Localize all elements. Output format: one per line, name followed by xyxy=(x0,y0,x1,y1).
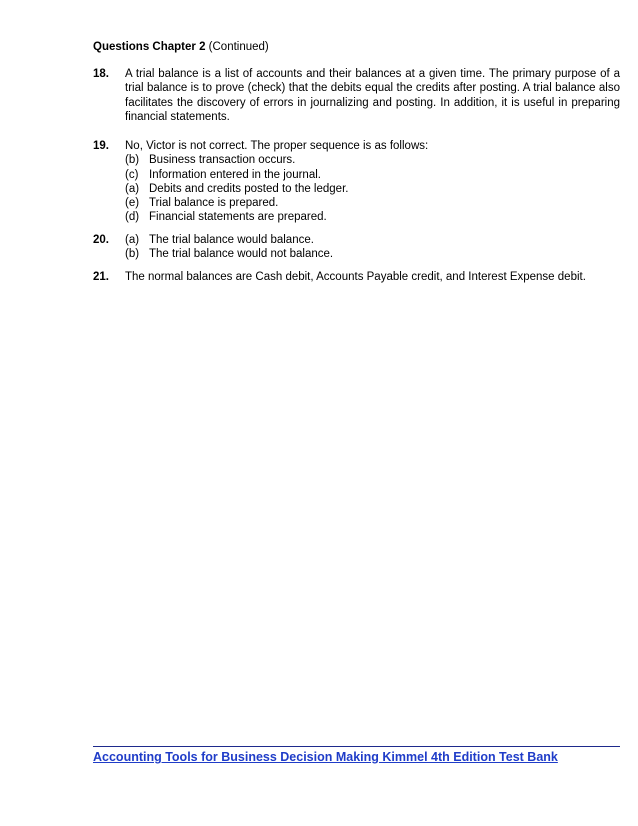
list-item xyxy=(125,233,620,247)
item-letter: (b) xyxy=(125,248,140,261)
footer-divider xyxy=(93,746,620,747)
item-text: The trial balance would balance. xyxy=(149,234,314,246)
question-18 xyxy=(93,67,620,124)
list-item xyxy=(125,153,620,167)
item-letter: (c) xyxy=(125,168,139,181)
answer-text: The normal balances are Cash debit, Accounts Payable credit, and Interest Expense debit. xyxy=(125,271,586,283)
question-number: 21. xyxy=(93,271,109,283)
heading-bold: Questions Chapter 2 xyxy=(93,41,206,53)
page-heading xyxy=(93,40,269,54)
item-letter: (b) xyxy=(125,154,140,167)
answer-text: No, Victor is not correct. The proper sequence is as follows: xyxy=(125,140,429,152)
item-text: Business transaction occurs. xyxy=(149,154,296,167)
list-item xyxy=(125,196,620,210)
list-item xyxy=(125,210,620,224)
item-letter: (a) xyxy=(125,234,140,246)
question-21 xyxy=(93,270,620,284)
question-number: 18. xyxy=(93,68,109,80)
question-number: 19. xyxy=(93,140,109,152)
heading-continued: (Continued) xyxy=(205,41,269,53)
question-number: 20. xyxy=(93,234,109,246)
footer-link[interactable]: Accounting Tools for Business Decision Making Kimmel 4th Edition Test Bank xyxy=(93,750,558,764)
item-text: The trial balance would not balance. xyxy=(149,248,334,261)
list-item xyxy=(125,182,620,196)
list-item xyxy=(125,168,620,182)
item-text: Financial statements are prepared. xyxy=(149,211,327,224)
item-text: Trial balance is prepared. xyxy=(149,197,279,210)
question-20 xyxy=(93,233,620,262)
item-letter: (a) xyxy=(125,182,140,195)
list-item xyxy=(125,247,620,261)
item-text: Information entered in the journal. xyxy=(149,168,321,181)
answer-text: A trial balance is a list of accounts and their balances at a given time. The primary purpose of a trial balance is to prove (check) that the debits equal the credits after posting. A trial balance also facilitates the discovery of errors in journalizing and posting. In addition, it is useful in preparing financial statements. xyxy=(125,68,620,123)
question-19 xyxy=(93,139,620,225)
item-text: Debits and credits posted to the ledger. xyxy=(149,182,349,195)
item-letter: (e) xyxy=(125,197,140,210)
item-letter: (d) xyxy=(125,211,140,224)
